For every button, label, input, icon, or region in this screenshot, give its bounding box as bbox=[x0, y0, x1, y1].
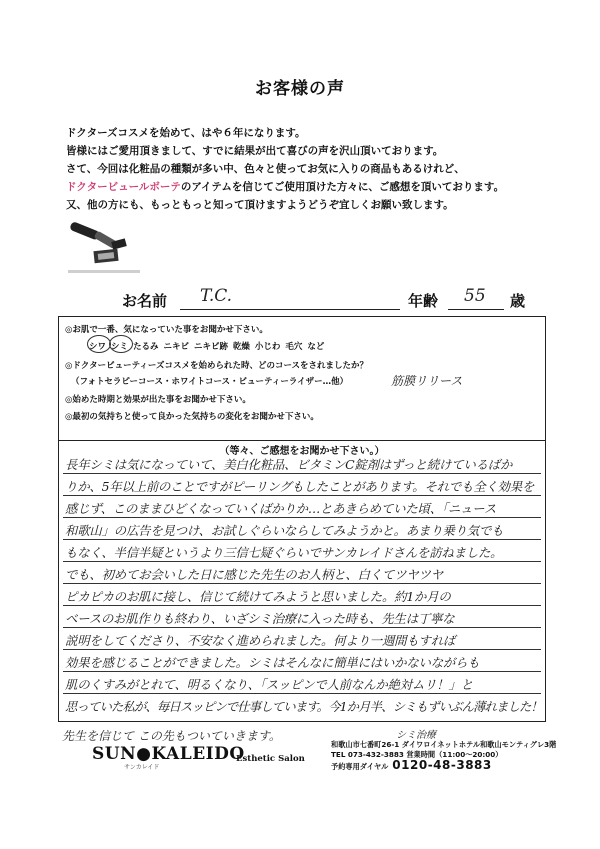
ruled-line bbox=[63, 561, 541, 562]
logo-text: SUN●KALEIDO bbox=[92, 744, 245, 764]
option-nikibi-ato: ニキビ跡 bbox=[193, 342, 228, 352]
ruled-line bbox=[63, 517, 541, 518]
comment-line: ピカピカのお肌に接し、信じて続けてみようと思いました。約1か月の bbox=[65, 589, 451, 604]
logo-subtext: サンカレイド bbox=[124, 764, 160, 771]
ruled-line bbox=[63, 649, 541, 650]
intro-line: 皆様にはご愛用頂きまして、すでに結果が出て喜びの声を沢山頂いております。 bbox=[66, 145, 444, 157]
option-nado: など bbox=[307, 342, 325, 352]
handwritten-note: シミ治療 bbox=[396, 730, 436, 741]
intro-text bbox=[66, 124, 586, 214]
intro-line-rest: のアイテムを信じてご使用頂けた方々に、ご感想を頂いております。 bbox=[180, 181, 505, 193]
ruled-line bbox=[63, 495, 541, 496]
circle-mark-shimi bbox=[109, 335, 133, 353]
question-skin-concern: ◎お肌で一番、気になっていた事をお聞かせ下さい。 bbox=[65, 325, 268, 335]
comment-line: もなく、半信半疑というより三信七疑ぐらいでサンカレイドさんを訪ねました。 bbox=[65, 545, 503, 560]
salon-label: Esthetic Salon bbox=[236, 754, 305, 764]
reservation-number: 0120-48-3883 bbox=[392, 758, 492, 772]
circle-mark-shiwa bbox=[87, 335, 111, 353]
question-feeling-change: ◎最初の気持ちと使って良かった気持ちの変化をお聞かせ下さい。 bbox=[65, 412, 319, 422]
comment-box bbox=[58, 440, 546, 722]
ruled-line bbox=[63, 693, 541, 694]
brand-logo bbox=[92, 744, 245, 771]
cosmetics-illustration bbox=[64, 220, 144, 280]
ruled-line bbox=[63, 627, 541, 628]
option-tarumi: たるみ bbox=[132, 342, 159, 352]
comment-line: ベースのお肌作りも終わり、いざシミ治療に入った時も、先生は丁寧な bbox=[65, 611, 455, 626]
ruled-line bbox=[63, 473, 541, 474]
comment-header: （等々、ご感想をお聞かせ下さい。） bbox=[219, 446, 385, 457]
comment-line: でも、初めてお会いした日に感じた先生のお人柄と、白くてツヤツヤ bbox=[65, 567, 443, 582]
reservation bbox=[331, 760, 556, 772]
questions-box bbox=[58, 316, 546, 440]
option-nikibi: ニキビ bbox=[163, 342, 189, 352]
comment-line: 長年シミは気になっていて、美白化粧品、ビタミンC錠剤はずっと続けているばか bbox=[65, 457, 513, 472]
intro-line: ドクターズコスメを始めて、はや６年になります。 bbox=[66, 127, 306, 139]
age-unit: 歳 bbox=[510, 292, 526, 310]
age-value: 55 bbox=[464, 286, 486, 306]
option-shimi: シミ bbox=[110, 342, 128, 352]
comment-line: 感じず、このままひどくなっていくばかりか…とあきらめていた頃、「ニュース bbox=[65, 501, 497, 516]
ruled-line bbox=[63, 539, 541, 540]
intro-line: 又、他の方にも、もっともっと知って頂けますようどうぞ宜しくお願い致します。 bbox=[66, 199, 454, 211]
comment-line: りか、5年以上前のことですがピーリングもしたことがあります。それでも全く効果を bbox=[65, 479, 535, 494]
tel-hours: TEL 073-432-3883 営業時間（11:00～20:00） bbox=[331, 750, 503, 759]
page-title: お客様の声 bbox=[255, 79, 345, 99]
comment-continuation: 先生を信じて この先もついていきます。 bbox=[62, 729, 281, 743]
name-underline bbox=[180, 309, 400, 310]
course-answer: 筋膜リリース bbox=[391, 374, 463, 388]
name-value: T.C. bbox=[200, 286, 233, 306]
name-label: お名前 bbox=[122, 292, 168, 310]
comment-line: 効果を感じることができました。シミはそんなに簡単にはいかないながらも bbox=[65, 655, 480, 670]
course-options: （フォトセラピーコース・ホワイトコース・ビューティーライザー…他） bbox=[71, 377, 349, 387]
ruled-line bbox=[63, 605, 541, 606]
option-kojiwa: 小じわ bbox=[254, 342, 281, 352]
comment-line: 思っていた私が、毎日スッピンで仕事しています。今1か月半、シミもずいぶん薄れました！ bbox=[65, 699, 542, 714]
age-label: 年齢 bbox=[408, 292, 439, 310]
reservation-label: 予約専用ダイヤル bbox=[331, 762, 389, 771]
option-keana: 毛穴 bbox=[285, 342, 303, 352]
age-underline bbox=[448, 309, 504, 310]
question-timing-effect: ◎始めた時期と効果が出た事をお聞かせ下さい。 bbox=[65, 395, 251, 405]
intro-line: さて、今回は化粧品の種類が多い中、色々と使ってお気に入りの商品もあるけれど、 bbox=[66, 163, 465, 175]
name-age-row bbox=[62, 284, 542, 314]
ruled-line bbox=[63, 583, 541, 584]
comment-line: 和歌山」の広告を見つけ、お試しぐらいならしてみようかと。あまり乗り気でも bbox=[65, 523, 504, 538]
address: 和歌山市七番町26-1 ダイワロイネットホテル和歌山モンティグレ3階 bbox=[331, 740, 557, 749]
comment-line: 肌のくすみがとれて、明るくなり、「スッピンで人前なんか絶対ムリ！」と bbox=[65, 677, 473, 692]
intro-line bbox=[66, 178, 586, 196]
option-kansou: 乾燥 bbox=[232, 342, 250, 352]
contact-info bbox=[331, 740, 556, 772]
question-course: ◎ドクタービューティーズコスメを始められた時、どのコースをされましたか？ bbox=[65, 361, 369, 371]
comment-line: 説明をしてくださり、不安なく進められました。何より一週間もすれば bbox=[65, 633, 456, 648]
ruled-line bbox=[63, 671, 541, 672]
option-shiwa: シワ bbox=[89, 342, 107, 352]
brand-highlight: ドクタービュールボーテ bbox=[66, 181, 181, 193]
